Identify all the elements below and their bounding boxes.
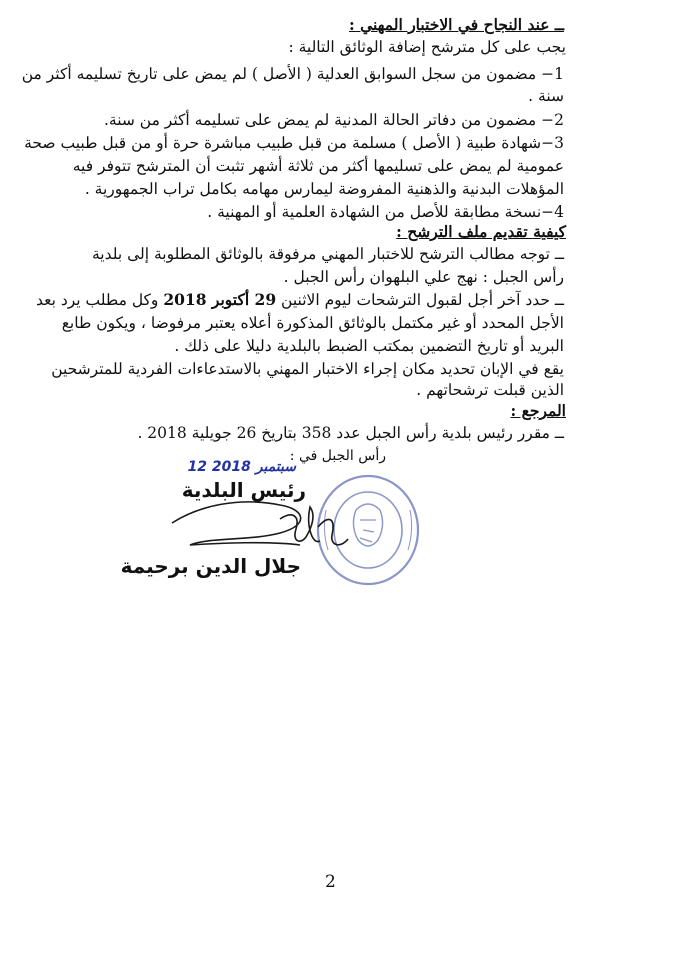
doc-item-4: 4−نسخة مطابقة للأصل من الشهادة العلمية أو المهنية . [207,203,564,221]
deadline-part-1: ــ حدد آخر أجل لقبول الترشحات ليوم الاثنين [276,291,564,309]
deadline-line-3: البريد أو تاريخ التضمين بمكتب الضبط بالبلدية دليلا على ذلك . [174,337,564,355]
doc-item-1-cont: سنة . [528,87,564,105]
deadline-line-5: الذين قبلت ترشحاتهم . [416,381,564,399]
mayor-name-stamp: جلال الدين برحيمة [120,554,301,578]
intro-text: يجب على كل مترشح إضافة الوثائق التالية : [288,38,566,56]
doc-item-2: 2− مضمون من دفاتر الحالة المدنية لم يمض على تسليمه أكثر من سنة. [103,111,564,129]
deadline-date: 29 أكتوبر 2018 [163,290,277,309]
date-stamp: 12 سبتمبر 2018 [187,459,296,475]
section-heading-how: كيفية تقديم ملف الترشح : [396,222,566,241]
deadline-line-1 [35,290,564,310]
deadline-line-4: يقع في الإبان تحديد مكان إجراء الاختبار المهني بالاستدعاءات الفردية للمترشحين [51,360,564,378]
doc-item-3-cont-a: عمومية لم يمض على تسليمها أكثر من ثلاثة أشهر تثبت أن المترشح تتوفر فيه [72,157,564,175]
section-heading-success: ــ عند النجاح في الاختبار المهني : [348,15,564,34]
doc-item-3-cont-b: المؤهلات البدنية والذهنية المفروضة ليمارس مهامه بكامل تراب الجمهورية . [84,180,564,198]
handwritten-signature-icon [160,445,420,605]
how-line-1: ــ توجه مطالب الترشح للاختبار المهني مرفوقة بالوثائق المطلوبة إلى بلدية [91,245,564,263]
how-line-2: رأس الجبل : نهج علي البلهوان رأس الجبل . [283,268,564,286]
mayor-title-stamp: رئيس البلدية [181,478,306,502]
deadline-part-2: وكل مطلب يرد بعد [35,291,164,309]
deadline-line-2: الأجل المحدد أو غير مكتمل بالوثائق المذكورة أعلاه يعتبر مرفوضا ، ويكون طابع [61,314,564,332]
place-date-label: رأس الجبل في : [289,448,386,464]
doc-item-1: 1− مضمون من سجل السوابق العدلية ( الأصل ) لم يمض على تاريخ تسليمه أكثر من [21,65,564,83]
page-number: 2 [325,872,336,892]
section-heading-ref: المرجع : [510,401,566,420]
doc-item-3: 3−شهادة طبية ( الأصل ) مسلمة من قبل طبيب مباشرة حرة أو من قبل طبيب صحة [24,134,564,152]
reference-line: ــ مقرر رئيس بلدية رأس الجبل عدد 358 بتاريخ 26 جويلية 2018 . [137,424,564,442]
